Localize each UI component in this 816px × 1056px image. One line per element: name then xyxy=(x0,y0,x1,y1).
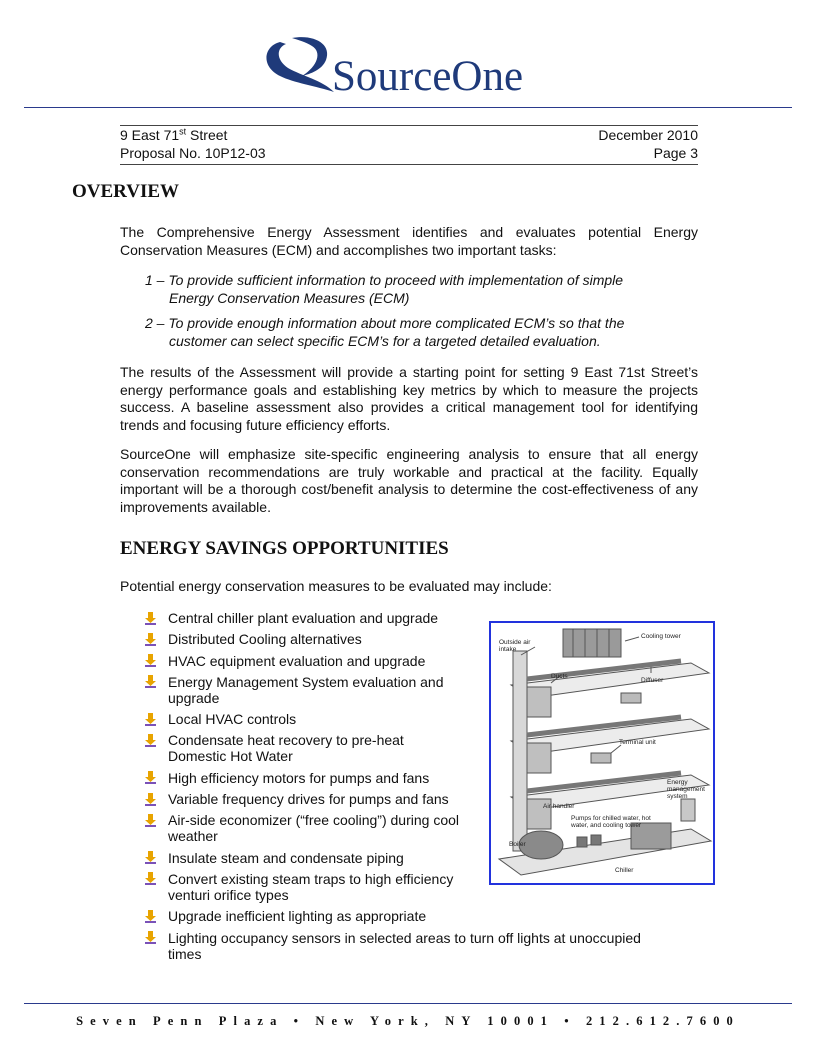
list-item: High efficiency motors for pumps and fans xyxy=(144,770,684,786)
brand-name: SourceOne xyxy=(332,53,524,100)
savings-heading: ENERGY SAVINGS OPPORTUNITIES xyxy=(120,538,449,559)
list-item: Insulate steam and condensate piping xyxy=(144,850,684,866)
download-arrow-icon xyxy=(144,930,168,946)
overview-heading: OVERVIEW xyxy=(72,181,180,202)
document-date: December 2010 xyxy=(598,127,698,143)
emphasis-paragraph: SourceOne will emphasize site-specific engineering analysis to ensure that all energy conservation recommendations are truly workable and practical at the facility. Equally important will be a thorough cost/benefit analysis to determine the cost-effectiveness of any improvements available. xyxy=(120,446,698,515)
download-arrow-icon xyxy=(144,653,168,669)
footer-rule xyxy=(24,1003,792,1004)
label-terminal-unit: Terminal unit xyxy=(619,739,656,746)
proposal-number: Proposal No. 10P12-03 xyxy=(120,145,266,161)
list-item: Distributed Cooling alternatives xyxy=(144,631,684,647)
download-arrow-icon xyxy=(144,770,168,786)
label-air-handler: Air handler xyxy=(543,803,575,810)
label-boiler: Boiler xyxy=(509,841,526,848)
label-outside-air: Outside air intake xyxy=(499,639,531,653)
download-arrow-icon xyxy=(144,908,168,924)
footer-address: Seven Penn Plaza • New York, NY 10001 • 212.612.7600 xyxy=(76,1014,740,1028)
overview-intro: The Comprehensive Energy Assessment identifies and evaluates potential Energy Conservation Measures (ECM) and accomplishes two important tasks: xyxy=(120,224,698,258)
label-ducts: Ducts xyxy=(551,673,568,680)
download-arrow-icon xyxy=(144,791,168,807)
list-item: Condensate heat recovery to pre-heat Domestic Hot Water xyxy=(144,732,684,764)
download-arrow-icon xyxy=(144,871,168,887)
page-number: Page 3 xyxy=(653,145,698,161)
sourceone-logo xyxy=(262,32,562,102)
task-item-1: 1 – To provide sufficient information to proceed with implementation of simple Energy Conservation Measures (ECM) xyxy=(145,272,624,306)
label-pumps: Pumps for chilled water, hot water, and cooling tower xyxy=(571,815,651,829)
list-item: Variable frequency drives for pumps and fans xyxy=(144,791,684,807)
label-chiller: Chiller xyxy=(615,867,634,874)
hvac-system-diagram xyxy=(489,621,715,885)
list-item: Upgrade inefficient lighting as appropriate xyxy=(144,908,684,924)
label-cooling-tower: Cooling tower xyxy=(641,633,681,640)
task-item-2: 2 – To provide enough information about more complicated ECM’s so that the customer can select specific ECM’s for a targeted detailed evaluation. xyxy=(145,315,625,349)
list-item: Central chiller plant evaluation and upgrade xyxy=(144,610,684,626)
savings-intro: Potential energy conservation measures to be evaluated may include: xyxy=(120,578,552,594)
label-energy-management: Energy management system xyxy=(667,779,705,800)
download-arrow-icon xyxy=(144,674,168,690)
document-header xyxy=(120,125,698,165)
download-arrow-icon xyxy=(144,850,168,866)
list-item: Air-side economizer (“free cooling”) during cool weather xyxy=(144,812,684,844)
download-arrow-icon xyxy=(144,711,168,727)
download-arrow-icon xyxy=(144,732,168,748)
download-arrow-icon xyxy=(144,812,168,828)
list-item: Energy Management System evaluation and upgrade xyxy=(144,674,684,706)
property-address: 9 East 71st Street xyxy=(120,126,228,143)
list-item: Lighting occupancy sensors in selected areas to turn off lights at unoccupied times xyxy=(144,930,684,962)
download-arrow-icon xyxy=(144,631,168,647)
results-paragraph: The results of the Assessment will provide a starting point for setting 9 East 71st Street’s energy performance goals and establishing key metrics by which to measure the projects success. A baseline assessment also provides a critical management tool for identifying trends and focusing future efficiency efforts. xyxy=(120,364,698,433)
list-item: HVAC equipment evaluation and upgrade xyxy=(144,653,684,669)
list-item: Convert existing steam traps to high efficiency venturi orifice types xyxy=(144,871,684,903)
label-diffuser: Diffuser xyxy=(641,677,664,684)
swoosh-logo-icon xyxy=(266,37,334,92)
list-item: Local HVAC controls xyxy=(144,711,684,727)
download-arrow-icon xyxy=(144,610,168,626)
header-rule xyxy=(24,107,792,108)
